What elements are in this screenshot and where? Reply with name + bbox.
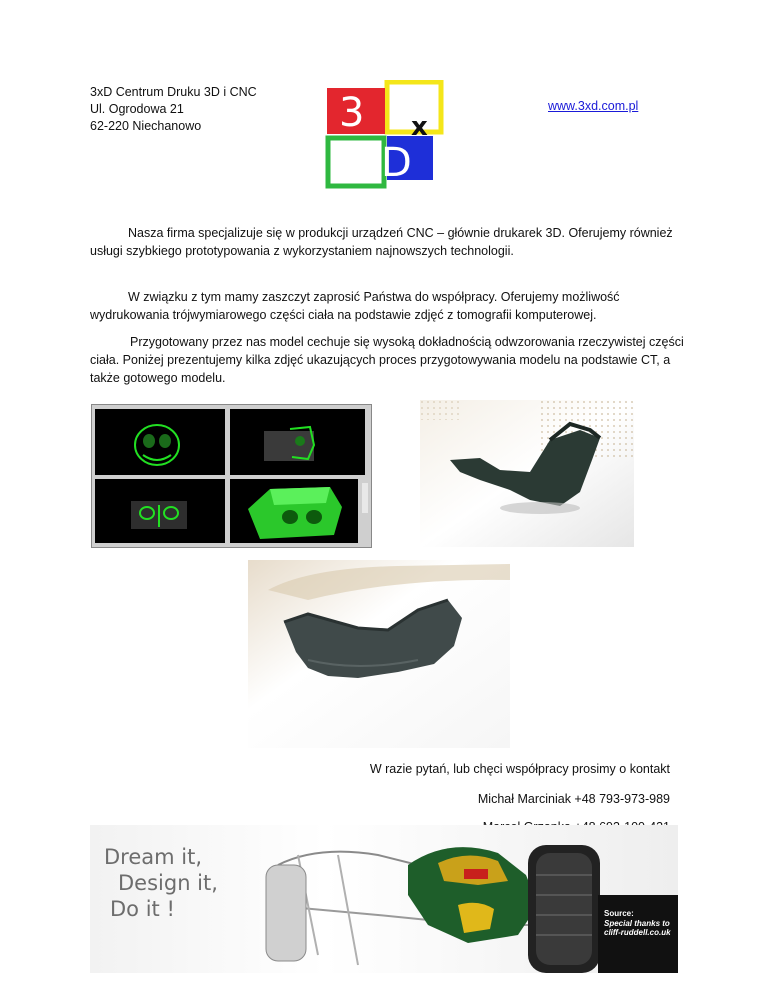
ct-sagittal-view — [230, 409, 365, 475]
paragraph-invitation-text: W związku z tym mamy zaszczyt zaprosić Państwa do współpracy. Oferujemy możliwość wydrukowania trójwymiarowego części ciała na podstawie zdjęć z tomografii komputerowej. — [90, 290, 620, 322]
ct-toolbar — [362, 483, 368, 513]
source-label: Source: — [604, 909, 634, 918]
paragraph-model — [90, 333, 690, 387]
source-line-2: cliff-ruddell.co.uk — [604, 928, 671, 937]
slogan-line-3: Do it ! — [110, 897, 175, 921]
promo-banner — [90, 825, 678, 973]
ct-coronal-view — [95, 479, 225, 543]
ct-software-screenshot — [91, 404, 372, 548]
slogan-line-2: Design it, — [118, 871, 218, 895]
paragraph-model-text: Przygotowany przez nas model cechuje się wysoką dokładnością odwzorowania rzeczywistej części ciała. Poniżej prezentujemy kilka zdjęć ukazujących proces przygotowywania modelu na podstawie CT, a także gotowego modelu. — [90, 335, 684, 385]
ct-axial-view — [95, 409, 225, 475]
company-name: 3xD Centrum Druku 3D i CNC — [90, 85, 257, 99]
source-credit — [604, 909, 671, 938]
logo-3: 3 — [339, 90, 365, 136]
source-line-1: Special thanks to — [604, 918, 670, 928]
ct-3d-render-view — [230, 479, 358, 543]
company-address — [90, 84, 257, 135]
slogan-line-1: Dream it, — [104, 845, 203, 869]
paragraph-intro-text: Nasza firma specjalizuje się w produkcji urządzeń CNC – głównie drukarek 3D. Oferujemy również usługi szybkiego prototypowania z wykorzystaniem najnowszych technologii. — [90, 226, 673, 258]
street-address: Ul. Ogrodowa 21 — [90, 102, 184, 116]
postal-city: 62-220 Niechanowo — [90, 119, 202, 133]
printed-jaw-photo-2 — [248, 560, 510, 748]
paragraph-invitation — [90, 288, 690, 324]
contact-person-1: Michał Marciniak +48 793-973-989 — [477, 792, 670, 806]
race-car-illustration — [258, 825, 678, 973]
logo-x: x — [411, 112, 428, 142]
contact-intro: W razie pytań, lub chęci współpracy prosimy o kontakt — [369, 762, 670, 776]
company-logo — [325, 80, 445, 190]
website-link[interactable]: www.3xd.com.pl — [548, 99, 639, 113]
logo-d: D — [381, 140, 412, 186]
paragraph-intro — [90, 224, 690, 260]
printed-jaw-photo-1 — [420, 400, 634, 547]
